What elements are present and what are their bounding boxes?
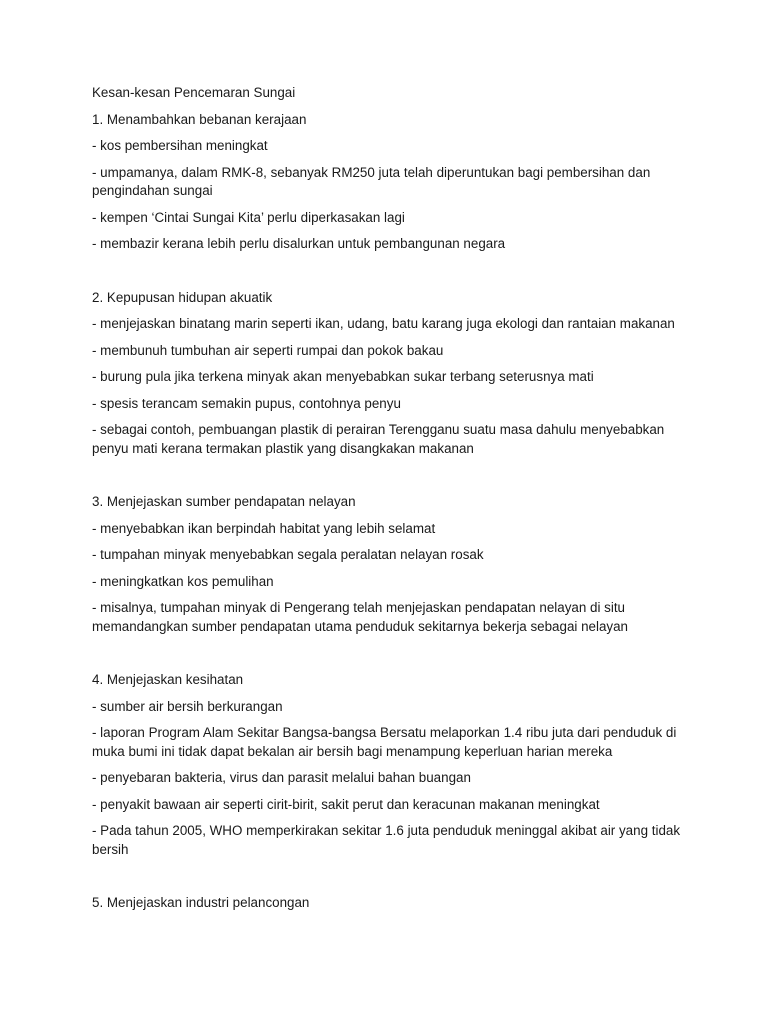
section-spacer (92, 644, 692, 671)
list-item: - menjejaskan binatang marin seperti ikan, udang, batu karang juga ekologi dan rantaian makanan (92, 316, 675, 331)
list-item: - sumber air bersih berkurangan (92, 698, 283, 714)
list-item: - menyebabkan ikan berpindah habitat yang lebih selamat (92, 520, 436, 536)
section-1 (92, 111, 692, 254)
section-spacer (92, 262, 692, 289)
list-item: - penyakit bawaan air seperti cirit-birit, sakit perut dan keracunan makanan meningkat (92, 796, 600, 812)
list-item: - kempen ‘Cintai Sungai Kita’ perlu diperkasakan lagi (92, 209, 405, 225)
section-4 (92, 671, 692, 859)
list-item: - spesis terancam semakin pupus, contohnya penyu (92, 395, 401, 411)
section-heading: 5. Menjejaskan industri pelancongan (92, 895, 310, 910)
list-item: - umpamanya, dalam RMK-8, sebanyak RM250 juta telah diperuntukan bagi pembersihan dan pengindahan sungai (92, 164, 651, 198)
section-heading: 4. Menjejaskan kesihatan (92, 672, 244, 687)
list-item: - sebagai contoh, pembuangan plastik di perairan Terengganu suatu masa dahulu menyebabkan penyu mati kerana termakan plastik yang disangkakan makanan (92, 422, 665, 456)
list-item: - misalnya, tumpahan minyak di Pengerang telah menjejaskan pendapatan nelayan di situ memandangkan sumber pendapatan utama penduduk sekitarnya bekerja sebagai nelayan (92, 600, 628, 634)
section-spacer (92, 466, 692, 493)
section-heading: 1. Menambahkan bebanan kerajaan (92, 111, 307, 127)
list-item: - membazir kerana lebih perlu disalurkan untuk pembangunan negara (92, 236, 506, 251)
section-spacer (92, 867, 692, 894)
list-item: - penyebaran bakteria, virus dan parasit melalui bahan buangan (92, 770, 471, 785)
list-item: - meningkatkan kos pemulihan (92, 573, 274, 589)
list-item: - Pada tahun 2005, WHO memperkirakan sekitar 1.6 juta penduduk meninggal akibat air yang tidak bersih (92, 823, 681, 857)
list-item: - burung pula jika terkena minyak akan menyebabkan sukar terbang seterusnya mati (92, 369, 594, 384)
list-item: - tumpahan minyak menyebabkan segala peralatan nelayan rosak (92, 547, 484, 562)
section-5 (92, 894, 692, 913)
section-3 (92, 493, 692, 636)
section-heading: 2. Kepupusan hidupan akuatik (92, 289, 273, 305)
list-item: - membunuh tumbuhan air seperti rumpai dan pokok bakau (92, 342, 444, 358)
list-item: - laporan Program Alam Sekitar Bangsa-bangsa Bersatu melaporkan 1.4 ribu juta dari penduduk di muka bumi ini tidak dapat bekalan air bersih bagi menampung keperluan harian mereka (92, 725, 677, 759)
list-item: - kos pembersihan meningkat (92, 138, 268, 153)
document-page (92, 84, 692, 921)
document-title: Kesan-kesan Pencemaran Sungai (92, 85, 296, 100)
section-heading: 3. Menjejaskan sumber pendapatan nelayan (92, 494, 356, 509)
section-2 (92, 289, 692, 459)
